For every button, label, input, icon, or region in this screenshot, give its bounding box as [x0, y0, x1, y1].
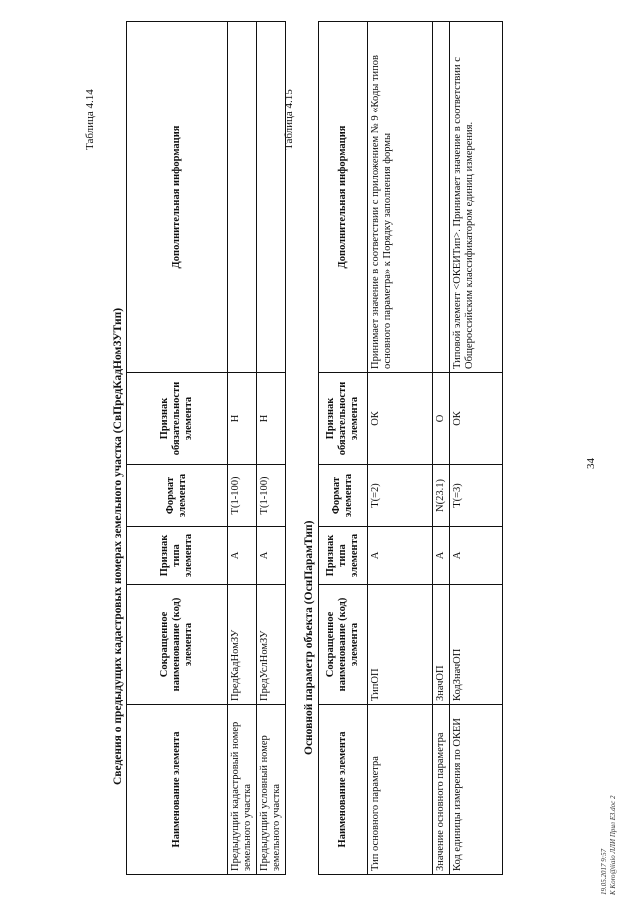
cell: Типовой элемент <ОКЕИТип>. Принимает значение в соответствии с Общероссийским классификатором единиц измерения. [450, 22, 503, 373]
cell: Значение основного параметра [433, 705, 450, 875]
cell: Код единицы измерения по ОКЕИ [450, 705, 503, 875]
header-cell: Наименование элемента [319, 705, 368, 875]
cell: N(23.1) [433, 465, 450, 527]
cell: ПредУслНомЗУ [257, 585, 286, 705]
cell: Предыдущий условный номер земельного участка [257, 705, 286, 875]
cell: ТипОП [368, 585, 433, 705]
header-cell: Признак типа элемента [319, 527, 368, 585]
cell: Т(=2) [368, 465, 433, 527]
header-cell: Дополнительная информация [319, 22, 368, 373]
cell: Тип основного параметра [368, 705, 433, 875]
cell: Н [257, 373, 286, 465]
cell: ОК [450, 373, 503, 465]
header-cell: Сокращенное наименование (код) элемента [127, 585, 228, 705]
table-row [228, 22, 257, 875]
table-header-row [127, 22, 228, 875]
table-header-row [319, 22, 368, 875]
cell: Т(1-100) [228, 465, 257, 527]
table-4-14-caption: Таблица 4.14 [84, 89, 96, 150]
table-4-15 [318, 21, 503, 875]
table-row [368, 22, 433, 875]
cell [433, 22, 450, 373]
page-number: 34 [585, 458, 597, 469]
table-4-15-title: Основной параметр объекта (ОснПарамТип) [303, 520, 315, 755]
cell: А [450, 527, 503, 585]
header-cell: Формат элемента [127, 465, 228, 527]
cell: Предыдущий кадастровый номер земельного участка [228, 705, 257, 875]
cell: Н [228, 373, 257, 465]
document-footer [600, 796, 618, 895]
header-cell: Формат элемента [319, 465, 368, 527]
cell: Т(1-100) [257, 465, 286, 527]
table-row [450, 22, 503, 875]
cell: Принимает значение в соответствии с приложением № 9 «Коды типов основного параметра» к Порядку заполнения формы [368, 22, 433, 373]
table-4-15-caption: Таблица 4.15 [283, 89, 295, 150]
cell: О [433, 373, 450, 465]
cell: А [228, 527, 257, 585]
table-4-14-title: Сведения о предыдущих кадастровых номерах земельного участка (СвПредКадНомЗУТип) [112, 307, 124, 785]
header-cell: Признак обязательности элемента [319, 373, 368, 465]
cell: ПредКадНомЗУ [228, 585, 257, 705]
table-4-14 [126, 21, 286, 875]
cell: А [368, 527, 433, 585]
cell [257, 22, 286, 373]
cell: А [433, 527, 450, 585]
footer-timestamp: 19.05.2017 9:57 [600, 848, 608, 895]
cell: Т(=3) [450, 465, 503, 527]
header-cell: Наименование элемента [127, 705, 228, 875]
cell: ЗначОП [433, 585, 450, 705]
footer-filepath: К Koro@iiaio ЛЛИ Прил ЕЗ.doc 2 [609, 795, 617, 895]
cell: КодЗначОП [450, 585, 503, 705]
cell: А [257, 527, 286, 585]
header-cell: Дополнительная информация [127, 22, 228, 373]
header-cell: Сокращенное наименование (код) элемента [319, 585, 368, 705]
cell [228, 22, 257, 373]
table-row [257, 22, 286, 875]
header-cell: Признак типа элемента [127, 527, 228, 585]
cell: ОК [368, 373, 433, 465]
header-cell: Признак обязательности элемента [127, 373, 228, 465]
table-row [433, 22, 450, 875]
